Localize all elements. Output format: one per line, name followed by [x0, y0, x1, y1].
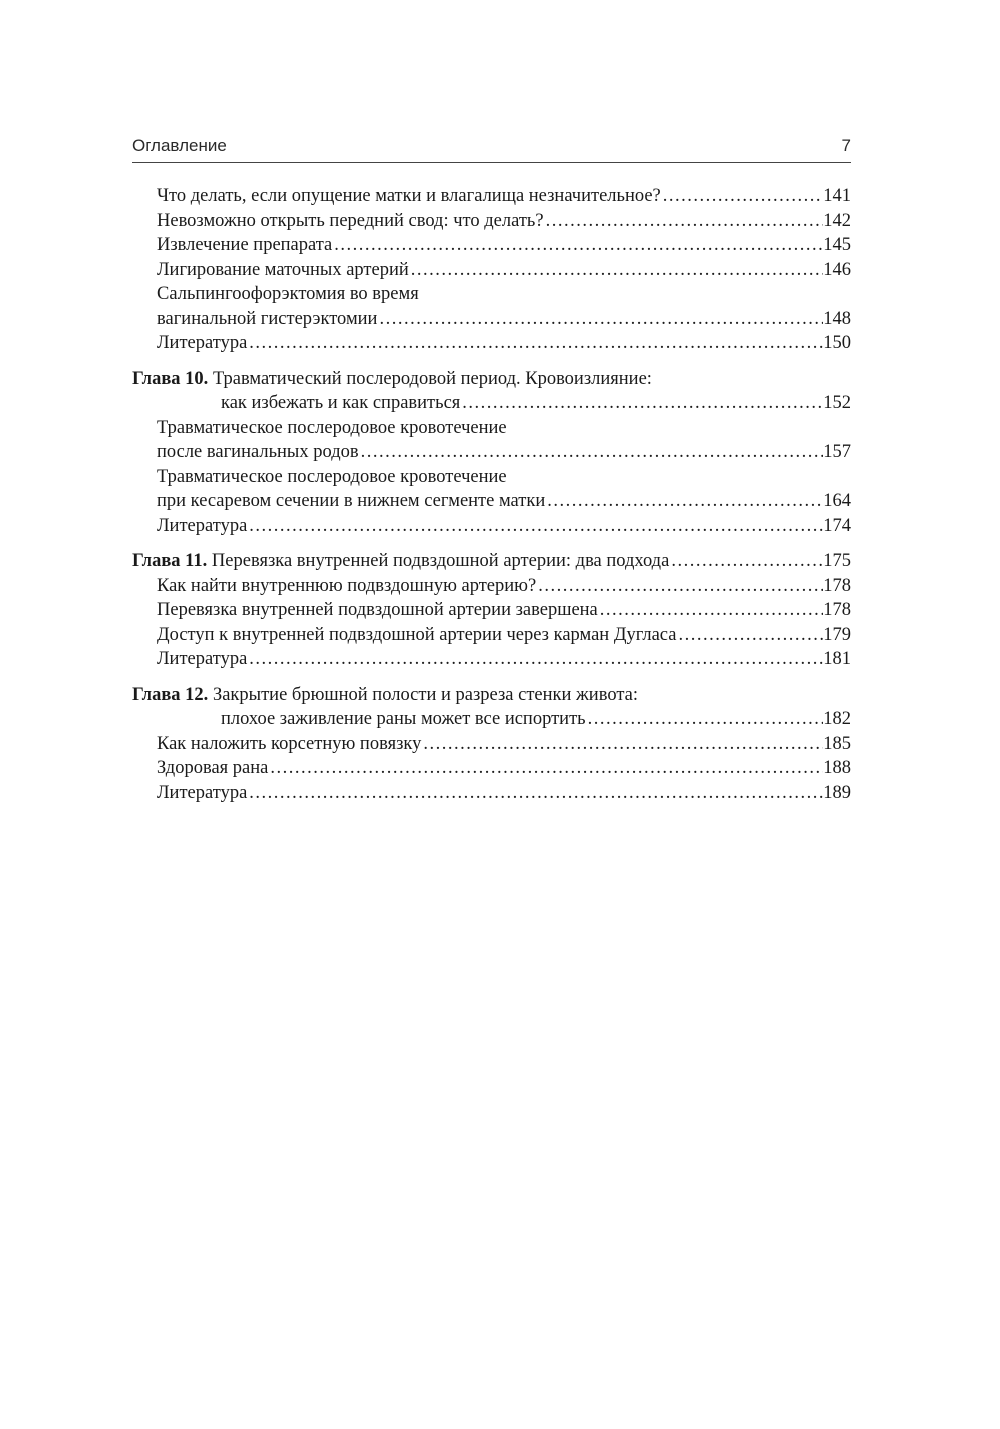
toc-entry[interactable] [157, 258, 851, 282]
chapter-title-line1: Травматический послеродовой период. Кровоизлияние: [212, 369, 652, 389]
toc-entry-title: Что делать, если опущение матки и влагалища незначительное? [157, 186, 661, 206]
leader-dots [676, 623, 823, 647]
toc-entry[interactable] [157, 307, 851, 331]
toc-entry-page: 150 [823, 333, 851, 353]
toc-entry[interactable] [157, 209, 851, 233]
toc-entry-title-line2: при кесаревом сечении в нижнем сегменте матки [157, 491, 546, 511]
toc-entry-page: 146 [823, 260, 851, 280]
leader-dots [460, 391, 823, 415]
leader-dots [536, 574, 823, 598]
running-header [132, 134, 851, 162]
toc-entry-page: 164 [823, 491, 851, 511]
toc-entry-page: 148 [823, 309, 851, 329]
chapter-page: 152 [823, 393, 851, 413]
toc-entry-page: 179 [823, 625, 851, 645]
toc-entry-title-line2: вагинальной гистерэктомии [157, 309, 378, 329]
chapter-heading-continued[interactable] [221, 391, 851, 415]
toc-entry-page: 157 [823, 442, 851, 462]
leader-dots [247, 514, 823, 538]
toc-entry-title: Извлечение препарата [157, 235, 333, 255]
toc-entry-title: Литература [157, 333, 248, 353]
toc-entry-title: Литература [157, 783, 248, 803]
toc-entry[interactable] [157, 623, 851, 647]
toc-entry[interactable] [157, 233, 851, 257]
toc-entry-title-line1[interactable]: Сальпингоофорэктомия во время [157, 284, 419, 304]
toc-entry[interactable] [157, 781, 851, 805]
leader-dots [332, 233, 823, 257]
leader-dots [409, 258, 823, 282]
toc-entry[interactable] [157, 732, 851, 756]
toc-entry-title: Здоровая рана [157, 758, 269, 778]
toc-entry-page: 181 [823, 649, 851, 669]
chapter-heading-continued[interactable] [221, 707, 851, 731]
header-rule [132, 162, 851, 163]
toc-entry[interactable] [157, 574, 851, 598]
toc-entry-page: 188 [823, 758, 851, 778]
toc-entry-title: Как наложить корсетную повязку [157, 734, 422, 754]
leader-dots [544, 209, 824, 233]
toc-entry[interactable] [157, 598, 851, 622]
chapter-title-line2: плохое заживление раны может все испортить [221, 709, 586, 729]
chapter-title-line2: как избежать и как справиться [221, 393, 461, 413]
toc-entry-page: 185 [823, 734, 851, 754]
chapter-label: Глава 11. [132, 551, 208, 571]
toc-entry-title: Литература [157, 516, 248, 536]
leader-dots [545, 489, 823, 513]
chapter-title-line1: Закрытие брюшной полости и разреза стенки живота: [212, 685, 638, 705]
chapter-label: Глава 12. [132, 685, 209, 705]
toc-entry-page: 174 [823, 516, 851, 536]
chapter-label: Глава 10. [132, 369, 209, 389]
toc-entry-title-line1[interactable]: Травматическое послеродовое кровотечение [157, 467, 507, 487]
leader-dots [598, 598, 823, 622]
toc-entry[interactable] [157, 489, 851, 513]
toc-entry[interactable] [157, 514, 851, 538]
toc-entry-page: 141 [823, 186, 851, 206]
chapter-heading[interactable] [132, 683, 638, 707]
leader-dots [268, 756, 823, 780]
leader-dots [247, 781, 823, 805]
toc-entry[interactable] [157, 440, 851, 464]
toc-entry-title-line1[interactable]: Травматическое послеродовое кровотечение [157, 418, 507, 438]
toc-entry[interactable] [157, 184, 851, 208]
leader-dots [421, 732, 823, 756]
toc-entry-title: Невозможно открыть передний свод: что делать? [157, 211, 544, 231]
page-number: 7 [841, 136, 851, 155]
toc-entry-title: Доступ к внутренней подвздошной артерии через карман Дугласа [157, 625, 677, 645]
toc-entry-page: 178 [823, 576, 851, 596]
toc-entry-page: 142 [823, 211, 851, 231]
chapter-page: 175 [823, 551, 851, 571]
toc-entry-title: Перевязка внутренней подвздошной артерии завершена [157, 600, 598, 620]
chapter-title: Перевязка внутренней подвздошной артерии: два подхода [211, 551, 670, 571]
leader-dots [247, 647, 823, 671]
toc-entry[interactable] [157, 647, 851, 671]
leader-dots [661, 184, 823, 208]
running-header-title: Оглавление [132, 136, 227, 155]
leader-dots [669, 549, 823, 573]
toc-entry-page: 189 [823, 783, 851, 803]
toc-entry-page: 178 [823, 600, 851, 620]
chapter-heading[interactable] [132, 367, 652, 391]
leader-dots [377, 307, 823, 331]
chapter-page: 182 [823, 709, 851, 729]
toc-entry-title: Лигирование маточных артерий [157, 260, 409, 280]
toc-entry-page: 145 [823, 235, 851, 255]
leader-dots [586, 707, 824, 731]
toc-entry-title: Как найти внутреннюю подвздошную артерию? [157, 576, 537, 596]
toc-entry[interactable] [157, 331, 851, 355]
leader-dots [359, 440, 824, 464]
toc-entry-title-line2: после вагинальных родов [157, 442, 359, 462]
leader-dots [247, 331, 823, 355]
chapter-heading[interactable] [132, 549, 851, 573]
toc-entry[interactable] [157, 756, 851, 780]
toc-entry-title: Литература [157, 649, 248, 669]
